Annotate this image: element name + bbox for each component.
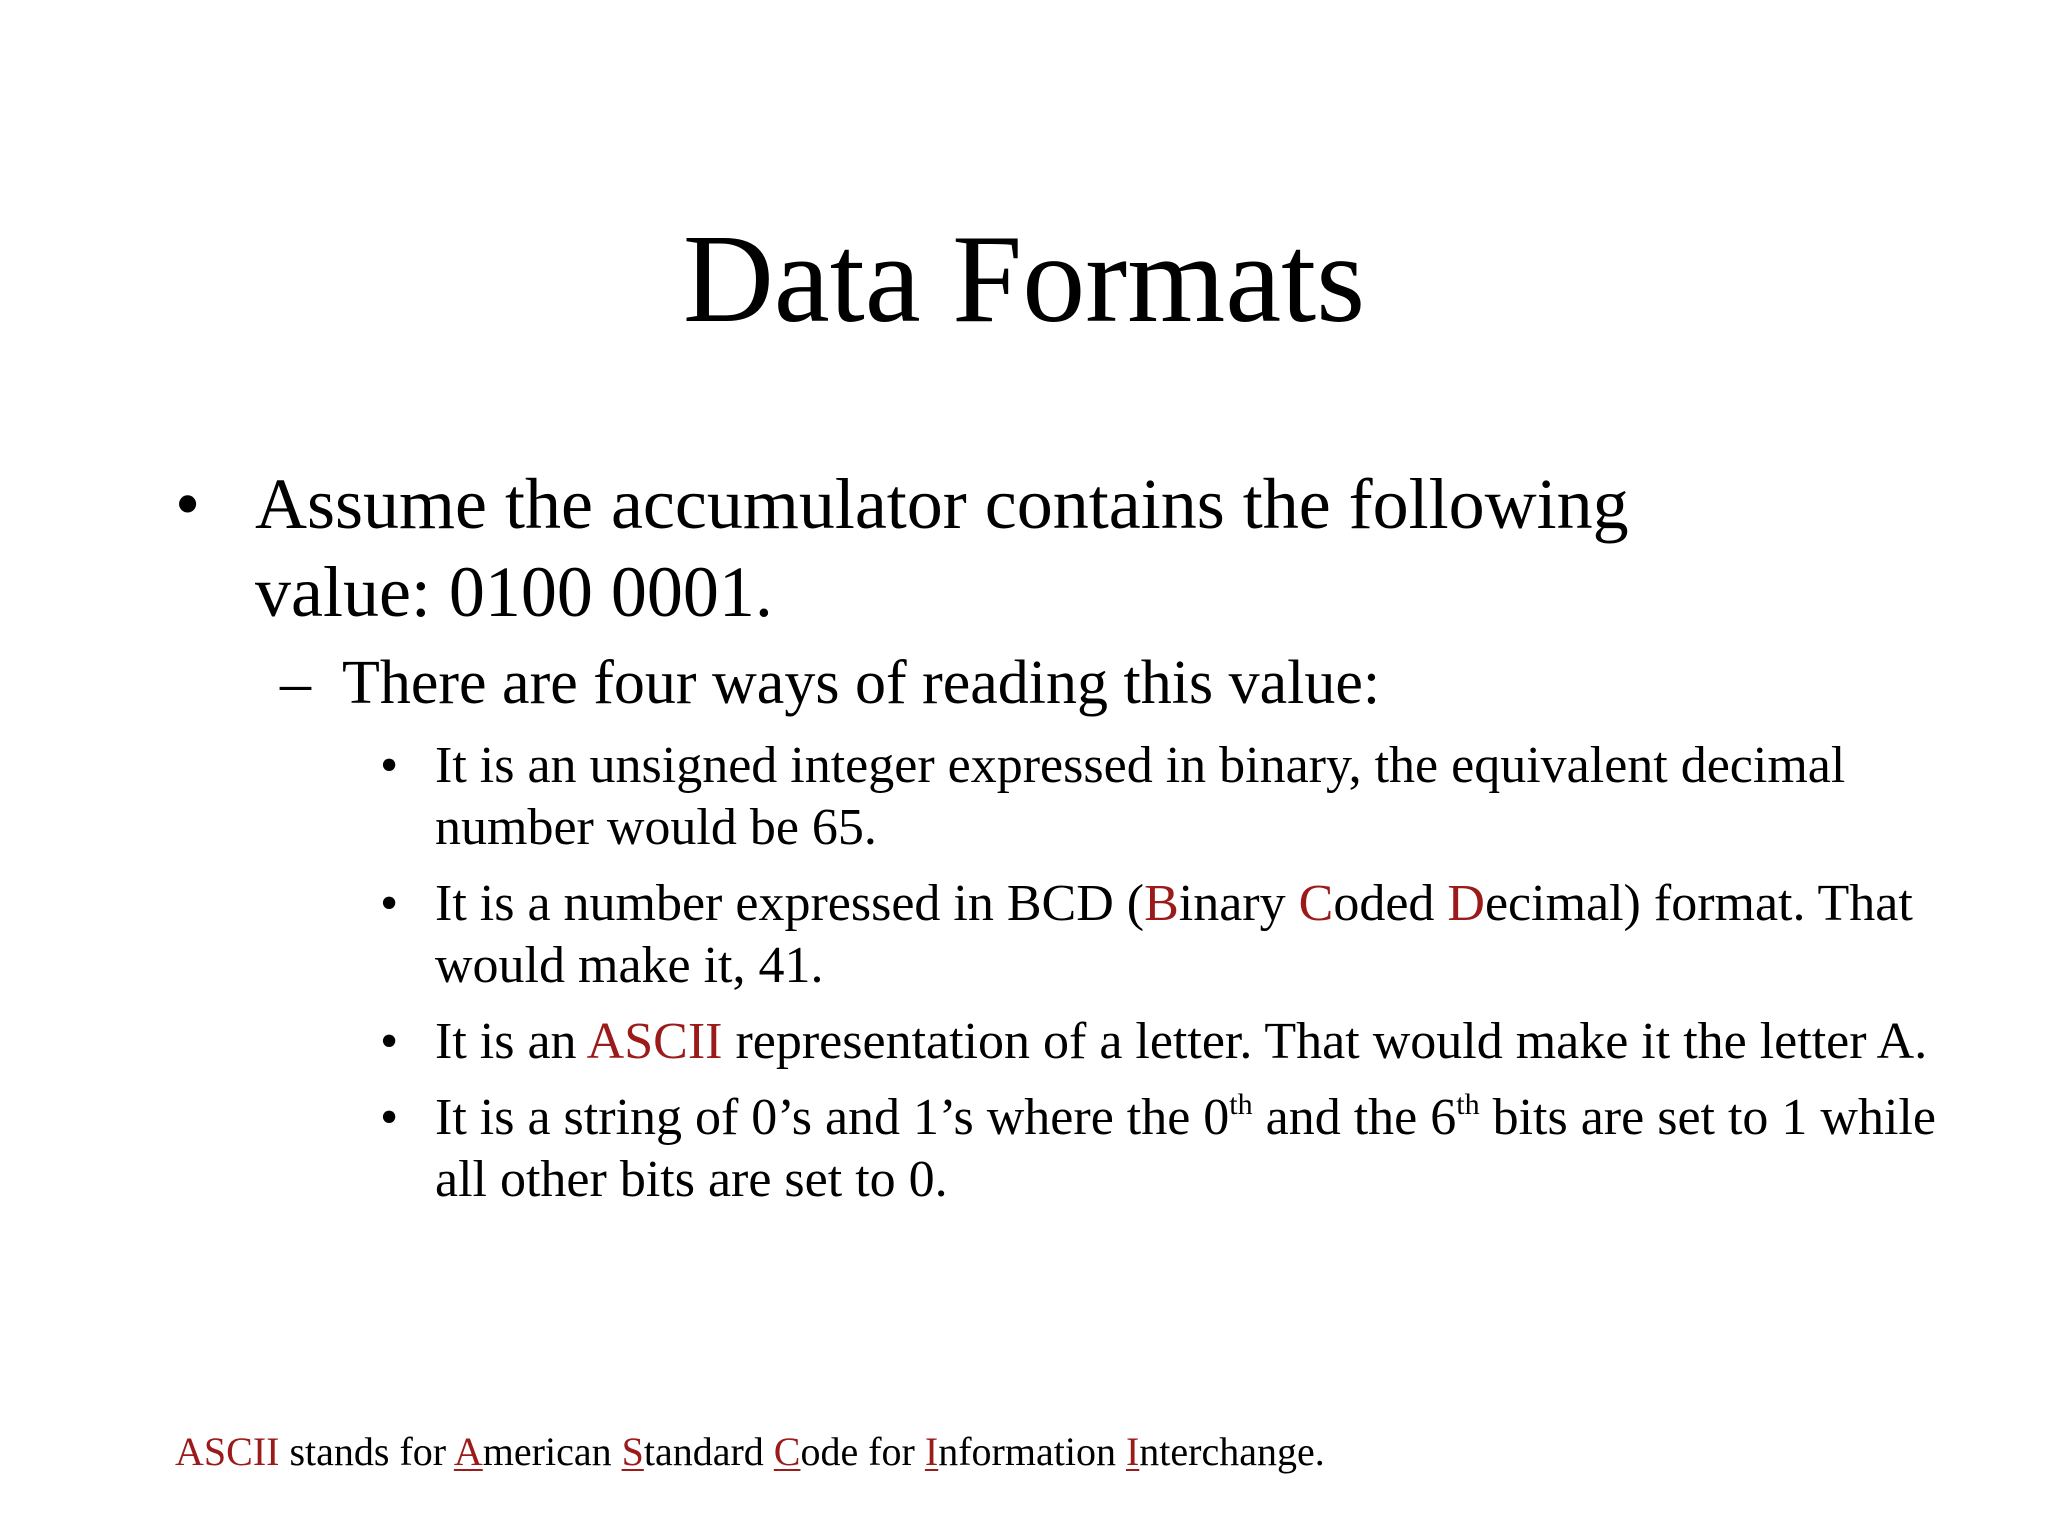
bcd-letter-d: D [1447, 875, 1485, 932]
bits-part3: bits are set to 1 while all other bits are set to 0. [435, 1089, 1936, 1208]
bullet-marker: • [175, 464, 201, 544]
bits-part1: It is a string of 0’s and 1’s where the 0 [435, 1089, 1230, 1146]
unsigned-text: It is an unsigned integer expressed in binary, the equivalent decimal number would be 65. [435, 737, 1846, 856]
ascii-suffix: representation of a letter. That would make it the letter A. [722, 1013, 1928, 1070]
bits-sup2: th [1456, 1088, 1480, 1121]
ascii-word: ASCII [586, 1013, 723, 1070]
footnote-letter-i1: I [924, 1429, 939, 1474]
bcd-inary: inary [1178, 875, 1299, 932]
list-item-ascii [380, 1011, 1940, 1073]
bits-sup1: th [1229, 1088, 1253, 1121]
slide-title: Data Formats [682, 210, 1366, 349]
list-item-bits [380, 1087, 1940, 1211]
footnote-ascii: ASCII [175, 1429, 280, 1474]
footnote-letter-s: S [621, 1429, 644, 1474]
bcd-letter-c: C [1298, 875, 1334, 932]
footnote-letter-i2: I [1125, 1429, 1140, 1474]
bits-text [435, 1087, 1940, 1211]
ascii-prefix: It is an [435, 1013, 587, 1070]
reading-ways-list [380, 735, 1940, 1225]
footnote-tandard: tandard [643, 1429, 774, 1474]
dash-marker: – [280, 649, 311, 717]
footnote-ode-for: ode for [800, 1429, 925, 1474]
bullet-marker: • [380, 737, 399, 794]
bcd-letter-b: B [1144, 875, 1179, 932]
bcd-suffix: format. That would make it, 41. [435, 875, 1913, 994]
list-item-bcd [380, 873, 1940, 997]
main-bullet-text: Assume the accumulator contains the following value: 0100 0001. [255, 464, 1629, 632]
main-bullet [175, 460, 1815, 636]
bcd-ecimal: ecimal) [1484, 875, 1641, 932]
bcd-text [435, 873, 1940, 997]
ascii-footnote [175, 1428, 1325, 1476]
footnote-letter-a: A [453, 1429, 483, 1474]
ascii-text [435, 1011, 1940, 1073]
list-item-unsigned [380, 735, 1940, 859]
bullet-marker: • [380, 1089, 399, 1146]
footnote-letter-c: C [773, 1429, 801, 1474]
sub-bullet [280, 645, 1880, 721]
bullet-marker: • [380, 1013, 399, 1070]
bcd-oded: oded [1333, 875, 1448, 932]
bits-part2: and the 6 [1252, 1089, 1457, 1146]
bullet-marker: • [380, 875, 399, 932]
footnote-merican: merican [482, 1429, 622, 1474]
footnote-nterchange: nterchange. [1139, 1429, 1325, 1474]
footnote-nformation: nformation [938, 1429, 1126, 1474]
footnote-stands-for: stands for [279, 1429, 454, 1474]
bcd-prefix: It is a number expressed in BCD ( [435, 875, 1145, 932]
sub-bullet-text: There are four ways of reading this value: [342, 649, 1381, 717]
